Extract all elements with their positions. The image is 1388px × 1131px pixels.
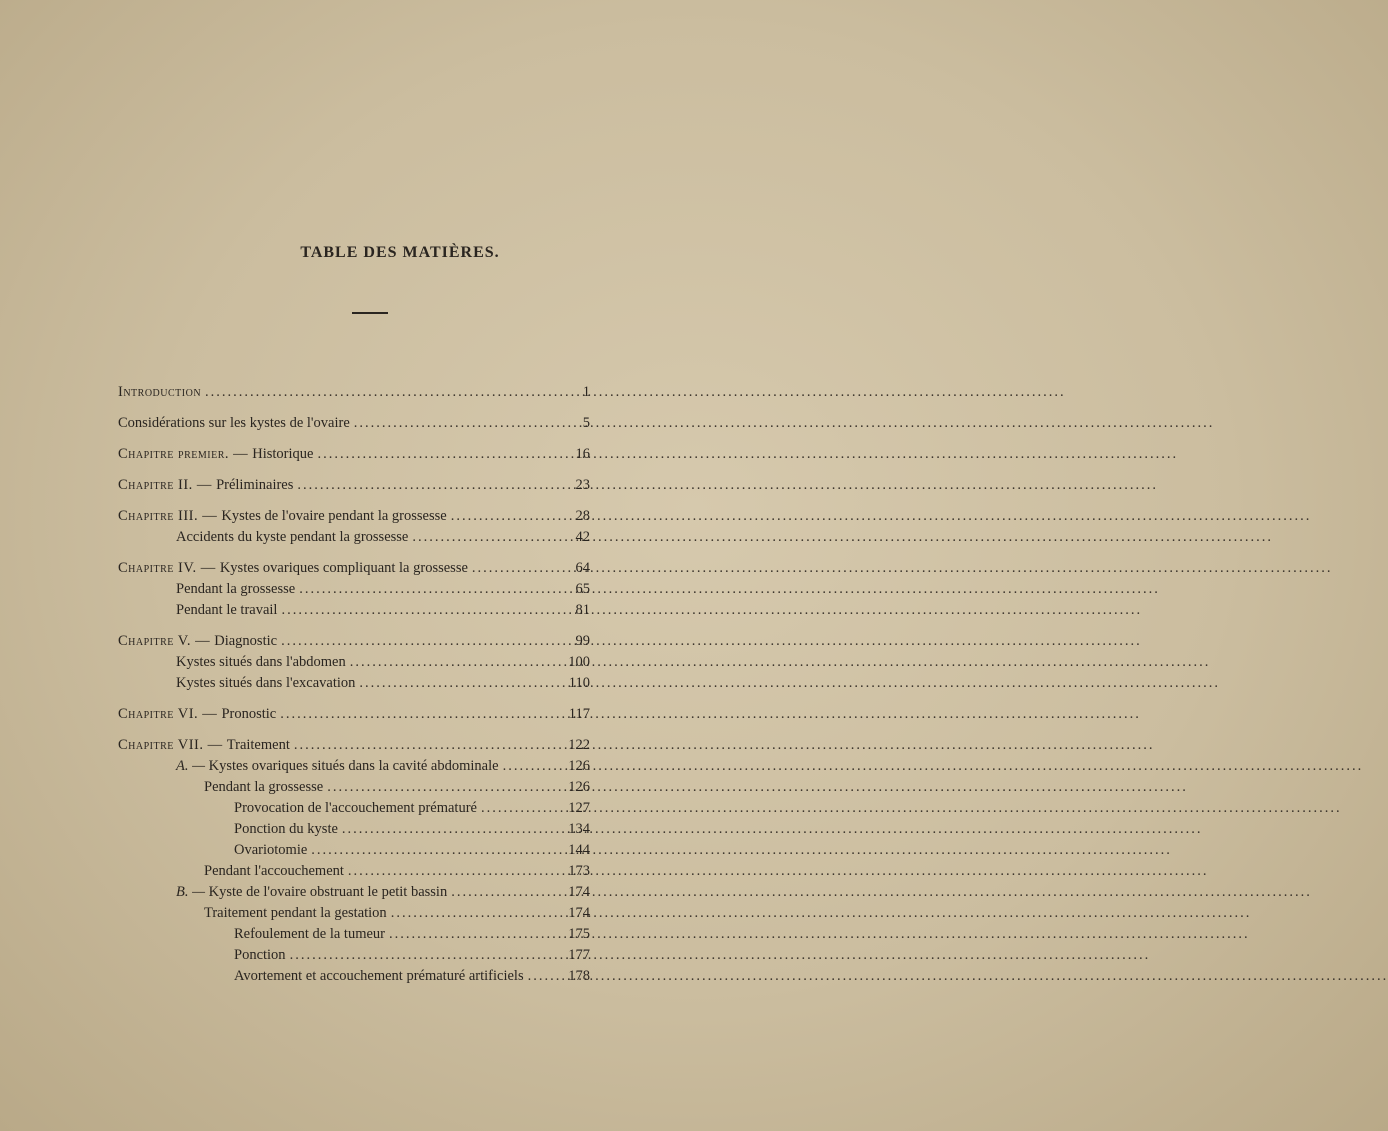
toc-entry-label (234, 945, 286, 966)
toc-entry (118, 475, 590, 496)
toc-entry-prefix: Chapitre premier. — (118, 446, 253, 462)
toc-entry-page-number: 100 (568, 654, 590, 670)
toc-entry-text: Provocation de l'accouchement prématuré (234, 800, 477, 816)
leader-dots (281, 600, 564, 621)
toc-entry-text: Kystes situés dans l'excavation (176, 675, 356, 691)
toc-entry-page-number: 81 (575, 602, 590, 618)
toc-entry-text: Traitement (226, 737, 290, 753)
toc-entry-label (176, 600, 277, 621)
leader-dots (280, 704, 564, 725)
toc-entry-text: Diagnostic (214, 633, 278, 649)
toc-entry-prefix: Chapitre V. — (118, 633, 215, 649)
table-of-contents (118, 382, 590, 987)
toc-entry-label (234, 966, 524, 987)
toc-entry-label (234, 819, 338, 840)
toc-entry-page-number: 174 (568, 905, 590, 921)
toc-entry (118, 506, 590, 527)
toc-entry-page-number: 1 (582, 384, 590, 400)
toc-entry-text: Préliminaires (216, 477, 294, 493)
toc-entry (118, 631, 590, 652)
toc-entry (118, 756, 590, 777)
toc-entry-page-number: 175 (568, 926, 590, 942)
toc-entry (118, 945, 590, 966)
toc-entry-text: Kystes de l'ovaire pendant la grossesse (221, 508, 447, 524)
toc-entry-page-number: 64 (575, 560, 590, 576)
toc-entry-prefix: Chapitre IV. — (118, 560, 220, 576)
toc-entry-page-number: 126 (568, 758, 590, 774)
toc-entry-label (176, 579, 295, 600)
leader-dots (342, 819, 564, 840)
leader-dots (350, 652, 564, 673)
toc-entry-text: Pendant le travail (176, 602, 278, 618)
toc-entry-page-number: 99 (575, 633, 590, 649)
toc-entry (118, 924, 590, 945)
toc-entry (118, 413, 590, 434)
leader-dots (359, 673, 564, 694)
toc-entry-label (118, 506, 447, 527)
toc-entry-text: Accidents du kyste pendant la grossesse (176, 529, 409, 545)
toc-entry-page-number: 173 (568, 863, 590, 879)
toc-entry-text: Historique (252, 446, 314, 462)
leader-dots (354, 413, 564, 434)
leader-dots (503, 756, 564, 777)
leader-dots (451, 882, 564, 903)
toc-entry-text: Introduction (118, 384, 202, 400)
leader-dots (317, 444, 564, 465)
toc-entry-text: Pendant l'accouchement (204, 863, 344, 879)
toc-entry-page-number: 122 (568, 737, 590, 753)
toc-entry-text: Refoulement de la tumeur (234, 926, 385, 942)
toc-entry-page-number: 23 (575, 477, 590, 493)
leader-dots (205, 382, 564, 403)
toc-entry-text: Pendant la grossesse (176, 581, 296, 597)
toc-entry-label (176, 882, 447, 903)
toc-entry (118, 558, 590, 579)
toc-entry-text: Ponction du kyste (234, 821, 338, 837)
toc-entry-page-number: 16 (575, 446, 590, 462)
toc-entry-text: Ponction (234, 947, 286, 963)
toc-entry-text: Considérations sur les kystes de l'ovaire (118, 415, 350, 431)
leader-dots (299, 579, 564, 600)
toc-entry-page-number: 134 (568, 821, 590, 837)
toc-entry-label (176, 673, 355, 694)
toc-entry (118, 966, 590, 987)
toc-entry-text: Ovariotomie (234, 842, 308, 858)
toc-entry-label (118, 444, 313, 465)
toc-entry (118, 600, 590, 621)
leader-dots (281, 631, 564, 652)
leader-dots (412, 527, 564, 548)
page-title: TABLE DES MATIÈRES. (300, 244, 500, 261)
toc-entry (118, 798, 590, 819)
toc-entry-page-number: 144 (568, 842, 590, 858)
toc-entry-label (176, 756, 499, 777)
toc-entry-page-number: 5 (582, 415, 590, 431)
toc-entry (118, 777, 590, 798)
toc-entry-label (118, 413, 350, 434)
toc-entry-text: Pronostic (221, 706, 277, 722)
leader-dots (327, 777, 564, 798)
toc-entry-label (118, 475, 293, 496)
toc-entry (118, 444, 590, 465)
toc-entry (118, 527, 590, 548)
toc-entry-label (204, 777, 323, 798)
leader-dots (297, 475, 564, 496)
toc-entry-label (234, 924, 385, 945)
toc-entry-page-number: 65 (575, 581, 590, 597)
leader-dots (481, 798, 564, 819)
toc-entry-page-number: 127 (568, 800, 590, 816)
toc-entry-label (118, 735, 290, 756)
toc-entry-label (118, 704, 276, 725)
toc-entry-text: Traitement pendant la gestation (204, 905, 387, 921)
toc-entry-label (176, 527, 408, 548)
toc-entry-prefix: A. — (176, 758, 209, 774)
toc-entry-page-number: 178 (568, 968, 590, 984)
toc-entry (118, 861, 590, 882)
toc-entry-page-number: 126 (568, 779, 590, 795)
toc-entry-prefix: Chapitre II. — (118, 477, 217, 493)
toc-entry-prefix: Chapitre III. — (118, 508, 222, 524)
toc-entry-label (118, 631, 277, 652)
toc-entry-page-number: 28 (575, 508, 590, 524)
toc-entry-text: Kystes ovariques compliquant la grossesse (219, 560, 468, 576)
toc-entry-prefix: B. — (176, 884, 209, 900)
toc-entry (118, 903, 590, 924)
toc-entry-label (204, 903, 387, 924)
leader-dots (472, 558, 564, 579)
toc-entry-prefix: Chapitre VI. — (118, 706, 222, 722)
leader-dots (348, 861, 564, 882)
toc-entry (118, 673, 590, 694)
toc-entry (118, 652, 590, 673)
toc-entry (118, 840, 590, 861)
leader-dots (528, 966, 564, 987)
toc-entry (118, 882, 590, 903)
toc-entry-text: Pendant la grossesse (204, 779, 324, 795)
toc-entry-page-number: 42 (575, 529, 590, 545)
toc-entry (118, 735, 590, 756)
toc-entry (118, 819, 590, 840)
toc-entry-text: Kystes ovariques situés dans la cavité abdominale (208, 758, 499, 774)
toc-entry-label (234, 840, 307, 861)
toc-entry-text: Avortement et accouchement prématuré artificiels (234, 968, 524, 984)
toc-entry (118, 579, 590, 600)
bleed-through-text (100, 140, 740, 400)
leader-dots (451, 506, 564, 527)
leader-dots (294, 735, 564, 756)
leader-dots (290, 945, 564, 966)
toc-entry-page-number: 174 (568, 884, 590, 900)
toc-entry-label (118, 382, 201, 403)
toc-entry-page-number: 117 (568, 706, 590, 722)
toc-entry-text: Kyste de l'ovaire obstruant le petit bassin (208, 884, 448, 900)
leader-dots (311, 840, 564, 861)
toc-entry (118, 704, 590, 725)
toc-entry-label (204, 861, 344, 882)
leader-dots (391, 903, 564, 924)
leader-dots (389, 924, 564, 945)
toc-entry-label (118, 558, 468, 579)
title-rule (352, 312, 388, 314)
toc-entry-text: Kystes situés dans l'abdomen (176, 654, 346, 670)
toc-entry-label (234, 798, 477, 819)
toc-entry (118, 382, 590, 403)
toc-entry-page-number: 177 (568, 947, 590, 963)
toc-entry-label (176, 652, 346, 673)
toc-entry-page-number: 110 (568, 675, 590, 691)
toc-entry-prefix: Chapitre VII. — (118, 737, 227, 753)
